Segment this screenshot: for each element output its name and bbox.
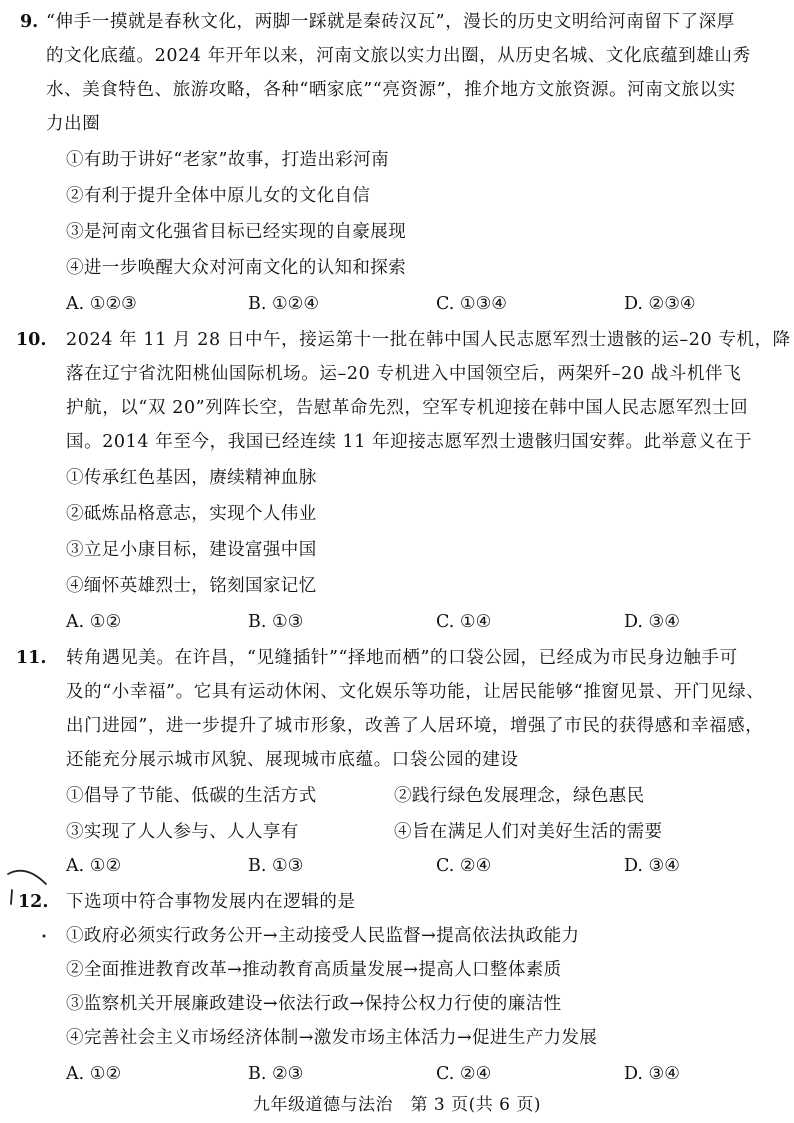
question-stem-line: 下选项中符合事物发展内在逻辑的是 <box>66 892 356 912</box>
question-number: 12. <box>18 892 49 912</box>
statement-option: ①政府必须实行政务公开→主动接受人民监督→提高依法执政能力 <box>66 926 580 946</box>
question-stem-line: 国。2014 年至今，我国已经连续 11 年迎接志愿军烈士遗骸归国安葬。此举意义在于 <box>66 432 753 452</box>
answer-choice-a[interactable]: A. ①②③ <box>66 294 137 314</box>
answer-choice-a[interactable]: A. ①② <box>66 856 122 876</box>
answer-choice-a[interactable]: A. ①② <box>66 612 122 632</box>
answer-choice-d[interactable]: D. ③④ <box>624 612 680 632</box>
page-footer: 九年级道德与法治 第 3 页(共 6 页) <box>252 1095 541 1115</box>
statement-option: ①传承红色基因，赓续精神血脉 <box>66 468 317 488</box>
statement-option: ②有利于提升全体中原儿女的文化自信 <box>66 186 371 206</box>
question-stem-line: 及的“小幸福”。它具有运动休闲、文化娱乐等功能，让居民能够“推窗见景、开门见绿、 <box>66 682 765 702</box>
statement-option: ②践行绿色发展理念，绿色惠民 <box>394 786 645 806</box>
question-stem-line: 落在辽宁省沈阳桃仙国际机场。运–20 专机进入中国领空后，两架歼–20 战斗机伴飞 <box>66 364 742 384</box>
question-stem-line: 出门进园”，进一步提升了城市形象，改善了人居环境，增强了市民的获得感和幸福感， <box>66 716 764 736</box>
statement-option: ②砥炼品格意志，实现个人伟业 <box>66 504 317 524</box>
answer-choice-b[interactable]: B. ①②④ <box>248 294 320 314</box>
statement-option: ④缅怀英雄烈士，铭刻国家记忆 <box>66 576 317 596</box>
question-stem-line: “伸手一摸就是春秋文化，两脚一踩就是秦砖汉瓦”，漫长的历史文明给河南留下了深厚 <box>46 12 735 32</box>
answer-choice-d[interactable]: D. ②③④ <box>624 294 696 314</box>
answer-choice-d[interactable]: D. ③④ <box>624 856 680 876</box>
answer-choice-c[interactable]: C. ①③④ <box>436 294 507 314</box>
statement-option: ②全面推进教育改革→推动教育高质量发展→提高人口整体素质 <box>66 960 562 980</box>
question-number: 9. <box>20 12 39 32</box>
answer-choice-d[interactable]: D. ③④ <box>624 1064 680 1084</box>
answer-choice-b[interactable]: B. ①③ <box>248 856 304 876</box>
statement-option: ③实现了人人参与、人人享有 <box>66 822 299 842</box>
statement-option: ③立足小康目标，建设富强中国 <box>66 540 317 560</box>
answer-choice-c[interactable]: C. ②④ <box>436 1064 492 1084</box>
answer-choice-c[interactable]: C. ②④ <box>436 856 492 876</box>
question-stem-line: 转角遇见美。在许昌，“见缝插针”“择地而栖”的口袋公园，已经成为市民身边触手可 <box>66 648 738 668</box>
answer-choice-b[interactable]: B. ①③ <box>248 612 304 632</box>
question-stem-line: 护航，以“双 20”列阵长空，告慰革命先烈，空军专机迎接在韩中国人民志愿军烈士回 <box>66 398 749 418</box>
statement-option: ①有助于讲好“老家”故事，打造出彩河南 <box>66 150 389 170</box>
question-stem-line: 的文化底蕴。2024 年开年以来，河南文旅以实力出圈，从历史名城、文化底蕴到雄山秀 <box>46 46 751 66</box>
question-stem-line: 力出圈 <box>46 114 101 134</box>
answer-choice-a[interactable]: A. ①② <box>66 1064 122 1084</box>
statement-option: ①倡导了节能、低碳的生活方式 <box>66 786 317 806</box>
answer-choice-b[interactable]: B. ②③ <box>248 1064 304 1084</box>
statement-option: ④完善社会主义市场经济体制→激发市场主体活力→促进生产力发展 <box>66 1028 598 1048</box>
question-stem-line: 水、美食特色、旅游攻略，各种“晒家底”“亮资源”，推介地方文旅资源。河南文旅以实 <box>46 80 736 100</box>
question-stem-line: 还能充分展示城市风貌、展现城市底蕴。口袋公园的建设 <box>66 750 519 770</box>
statement-option: ③监察机关开展廉政建设→依法行政→保持公权力行使的廉洁性 <box>66 994 562 1014</box>
statement-option: ④旨在满足人们对美好生活的需要 <box>394 822 663 842</box>
question-stem-line: 2024 年 11 月 28 日中午，接运第十一批在韩中国人民志愿军烈士遗骸的运–20 专机，降 <box>66 330 791 350</box>
question-number: 11. <box>16 648 47 668</box>
question-number: 10. <box>16 330 47 350</box>
statement-option: ④进一步唤醒大众对河南文化的认知和探索 <box>66 258 407 278</box>
answer-choice-c[interactable]: C. ①④ <box>436 612 492 632</box>
statement-option: ③是河南文化强省目标已经实现的自豪展现 <box>66 222 407 242</box>
